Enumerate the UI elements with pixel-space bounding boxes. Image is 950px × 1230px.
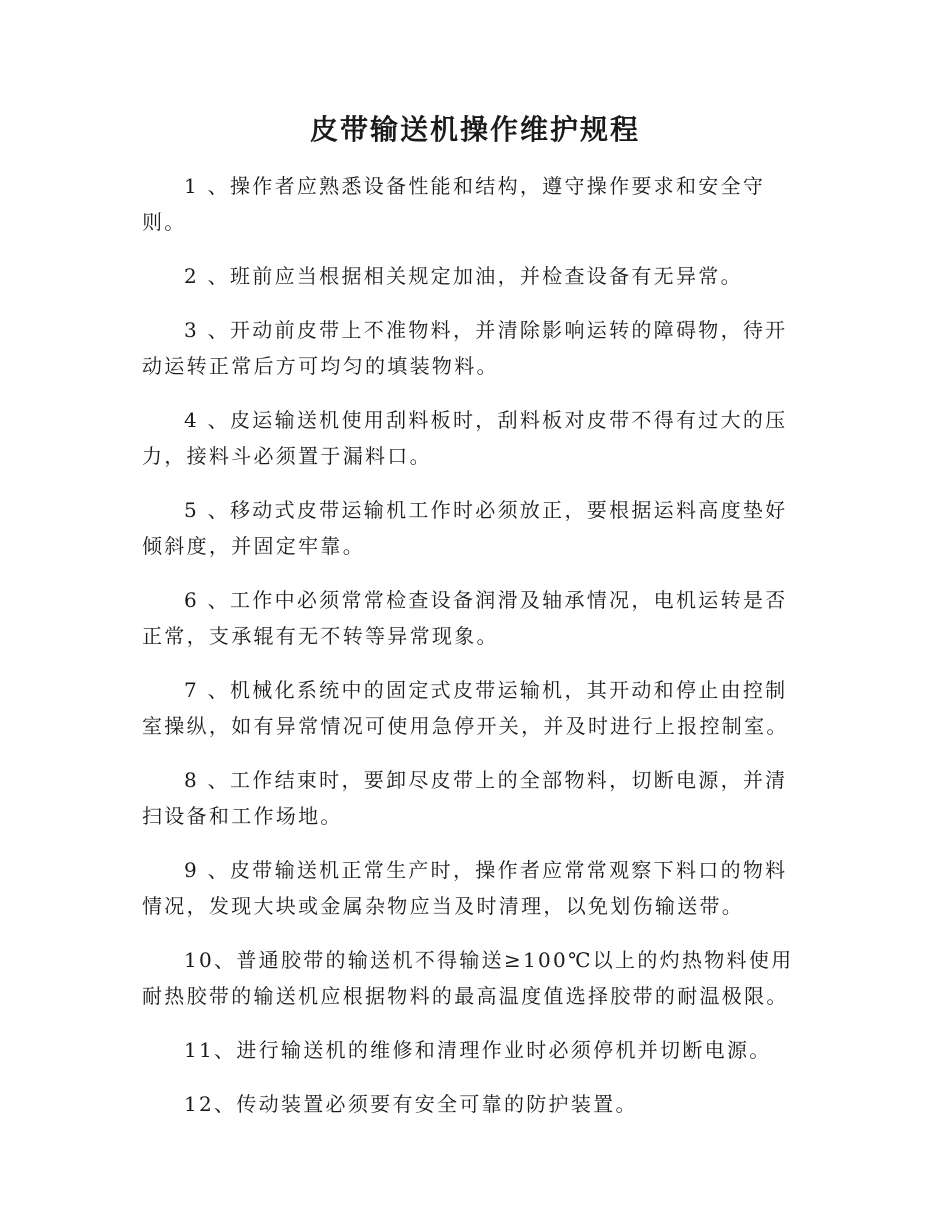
rule-item-4: 4 、皮运输送机使用刮料板时，刮料板对皮带不得有过大的压力，接料斗必须置于漏料口。 — [142, 408, 788, 468]
rule-item-12: 12、传动装置必须要有安全可靠的防护装置。 — [184, 1092, 638, 1116]
rule-item-1: 1 、操作者应熟悉设备性能和结构，遵守操作要求和安全守则。 — [142, 174, 766, 234]
rule-item-10: 10、普通胶带的输送机不得输送≥100℃以上的灼热物料使用耐热胶带的输送机应根据物料的最高温度值选择胶带的耐温极限。 — [142, 948, 794, 1008]
rule-item-5: 5 、移动式皮带运输机工作时必须放正，要根据运料高度垫好倾斜度，并固定牢靠。 — [142, 498, 788, 558]
rules-list — [142, 168, 808, 1140]
rule-item-6: 6 、工作中必须常常检查设备润滑及轴承情况，电机运转是否正常，支承辊有无不转等异常现象。 — [142, 588, 788, 648]
rule-item-11: 11、进行输送机的维修和清理作业时必须停机并切断电源。 — [184, 1038, 772, 1062]
rule-item-8: 8 、工作结束时，要卸尽皮带上的全部物料，切断电源，并清扫设备和工作场地。 — [142, 768, 788, 828]
rule-item-2: 2 、班前应当根据相关规定加油，并检查设备有无异常。 — [184, 264, 743, 288]
rule-item-9: 9 、皮带输送机正常生产时，操作者应常常观察下料口的物料情况，发现大块或金属杂物应当及时清理，以免划伤输送带。 — [142, 858, 788, 918]
document-title: 皮带输送机操作维护规程 — [309, 113, 640, 146]
rule-item-3: 3 、开动前皮带上不准物料，并清除影响运转的障碍物，待开动运转正常后方可均匀的填装物料。 — [142, 318, 788, 378]
rule-item-7: 7 、机械化系统中的固定式皮带运输机，其开动和停止由控制室操纵，如有异常情况可使用急停开关，并及时进行上报控制室。 — [142, 678, 789, 738]
